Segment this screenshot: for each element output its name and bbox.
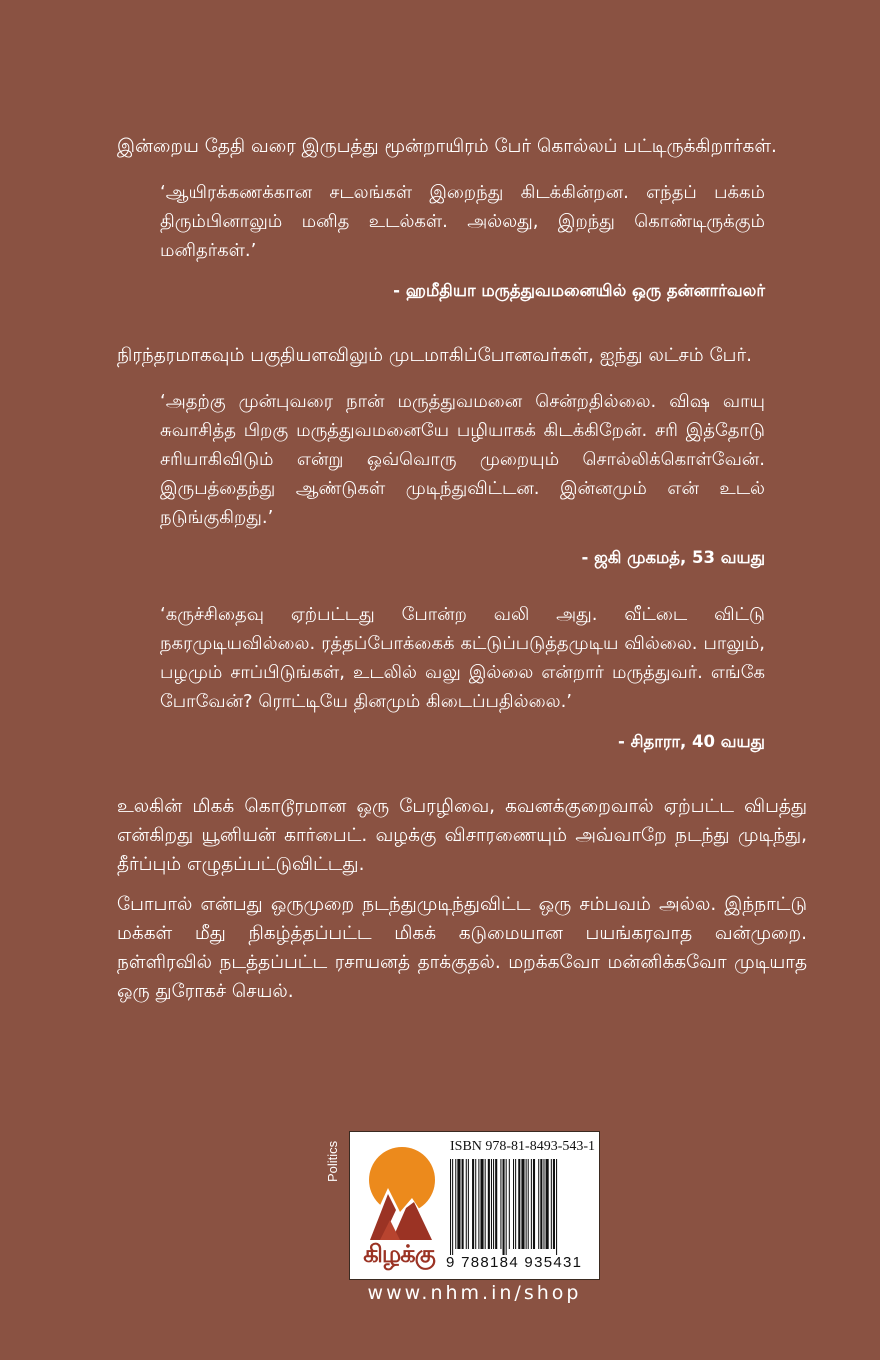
- barcode-bar: [495, 1159, 497, 1249]
- isbn-barcode-panel: [349, 1131, 600, 1280]
- sun-mountain-icon: [352, 1136, 444, 1240]
- union-carbide-paragraph: உலகின் மிகக் கொடூரமான ஒரு பேரழிவை, கவனக்குறைவால் ஏற்பட்ட விபத்து என்கிறது யூனியன் கார்பைட். வழக்கு விசாரணையும் அவ்வாறே நடந்து முடிந்து, தீர்ப்பும் எழுதப்பட்டுவிட்டது.: [117, 796, 807, 875]
- publisher-logo-text: கிழக்கு: [363, 1240, 435, 1268]
- quote-jaki: ‘அதற்கு முன்புவரை நான் மருத்துவமனை சென்றதில்லை. விஷ வாயு சுவாசித்த பிறகு மருத்துவமனையே பழியாகக் கிடக்கிறேன். சரி இத்தோடு சரியாகிவிடும் என்று ஒவ்வொரு முறையும் சொல்லிக்கொள்வேன். இருபத்தைந்து ஆண்டுகள் முடிந்துவிட்டன. இன்னமும் என் உடல் நடுங்குகிறது.’: [160, 391, 765, 528]
- barcode-bar: [452, 1159, 453, 1255]
- barcode-bar: [500, 1159, 501, 1249]
- barcode-bar: [491, 1159, 492, 1249]
- barcode-bar: [478, 1159, 479, 1249]
- barcode-bar: [455, 1159, 456, 1249]
- publisher-logo: [352, 1136, 444, 1276]
- barcode-bar: [531, 1159, 532, 1249]
- category-label: [313, 1130, 353, 1190]
- quote-attribution-sithara: - சிதாரா, 40 வயது: [618, 732, 765, 751]
- quote-volunteer: ‘ஆயிரக்கணக்கான சடலங்கள் இறைந்து கிடக்கின்றன. எந்தப் பக்கம் திரும்பினாலும் மனித உடல்கள். அல்லது, இறந்து கொண்டிருக்கும் மனிதர்கள்.’: [160, 182, 765, 261]
- barcode-bar: [485, 1159, 486, 1249]
- barcode-bar: [472, 1159, 474, 1249]
- quote-attribution-jaki: - ஜகி முகமத், 53 வயது: [581, 548, 765, 567]
- barcode-bar: [513, 1159, 514, 1249]
- barcode-bar: [521, 1159, 524, 1249]
- maimed-paragraph: நிரந்தரமாகவும் பகுதியளவிலும் முடமாகிப்போனவர்கள், ஐந்து லட்சம் பேர்.: [117, 345, 752, 366]
- barcode-bar: [546, 1159, 549, 1249]
- barcode-bar: [553, 1159, 555, 1249]
- publisher-website: www.nhm.in/shop: [367, 1282, 582, 1304]
- barcode-bar: [493, 1159, 494, 1249]
- bhopal-paragraph: போபால் என்பது ஒருமுறை நடந்துமுடிந்துவிட்ட ஒரு சம்பவம் அல்ல. இந்நாட்டு மக்கள் மீது நிகழ்த்தப்பட்ட மிகக் கடுமையான பயங்கரவாத வன்முறை. நள்ளிரவில் நடத்தப்பட்ட ரசாயனத் தாக்குதல். மறக்கவோ மன்னிக்கவோ முடியாத ஒரு துரோகச் செயல்.: [117, 894, 808, 1002]
- category-text: Politics: [325, 1140, 340, 1182]
- barcode-bar: [466, 1159, 467, 1249]
- barcode-bar: [503, 1159, 505, 1255]
- barcode-bar: [515, 1159, 516, 1249]
- barcode-bar: [457, 1159, 460, 1249]
- barcode-bar: [488, 1159, 490, 1249]
- quote-sithara: ‘கருச்சிதைவு ஏற்பட்டது போன்ற வலி அது. வீட்டை விட்டு நகரமுடியவில்லை. ரத்தப்போக்கைக் கட்டுப்படுத்தமுடிய வில்லை. பாலும், பழமும் சாப்பிடுங்கள், உடலில் வலு இல்லை என்றார் மருத்துவர். எங்கே போவேன்? ரொட்டியே தினமும் கிடைப்பதில்லை.’: [160, 604, 765, 712]
- isbn-number: ISBN 978-81-8493-543-1: [450, 1139, 596, 1154]
- quote-attribution-volunteer: - ஹமீதியா மருத்துவமனையில் ஒரு தன்னார்வலர்: [393, 281, 765, 300]
- barcode-number: 9 788184 935431: [446, 1254, 583, 1271]
- back-cover-text: [117, 132, 807, 1006]
- barcode-bar: [540, 1159, 542, 1249]
- barcode-bar: [468, 1159, 469, 1249]
- barcode-bar: [518, 1159, 520, 1249]
- barcode-icon: [450, 1159, 596, 1255]
- barcode-bar: [462, 1159, 464, 1249]
- barcode-bar: [538, 1159, 539, 1249]
- intro-paragraph: இன்றைய தேதி வரை இருபத்து மூன்றாயிரம் பேர் கொல்லப் பட்டிருக்கிறார்கள்.: [117, 136, 777, 157]
- barcode-bar: [526, 1159, 527, 1249]
- barcode-bar: [533, 1159, 535, 1249]
- barcode-bar: [556, 1159, 557, 1255]
- barcode-bar: [475, 1159, 476, 1249]
- barcode-bar: [480, 1159, 483, 1249]
- barcode-bar: [543, 1159, 544, 1249]
- barcode-bar: [506, 1159, 507, 1255]
- barcode-bar: [551, 1159, 552, 1249]
- barcode-bar: [528, 1159, 529, 1249]
- barcode-bar: [509, 1159, 510, 1249]
- barcode-bar: [450, 1159, 451, 1255]
